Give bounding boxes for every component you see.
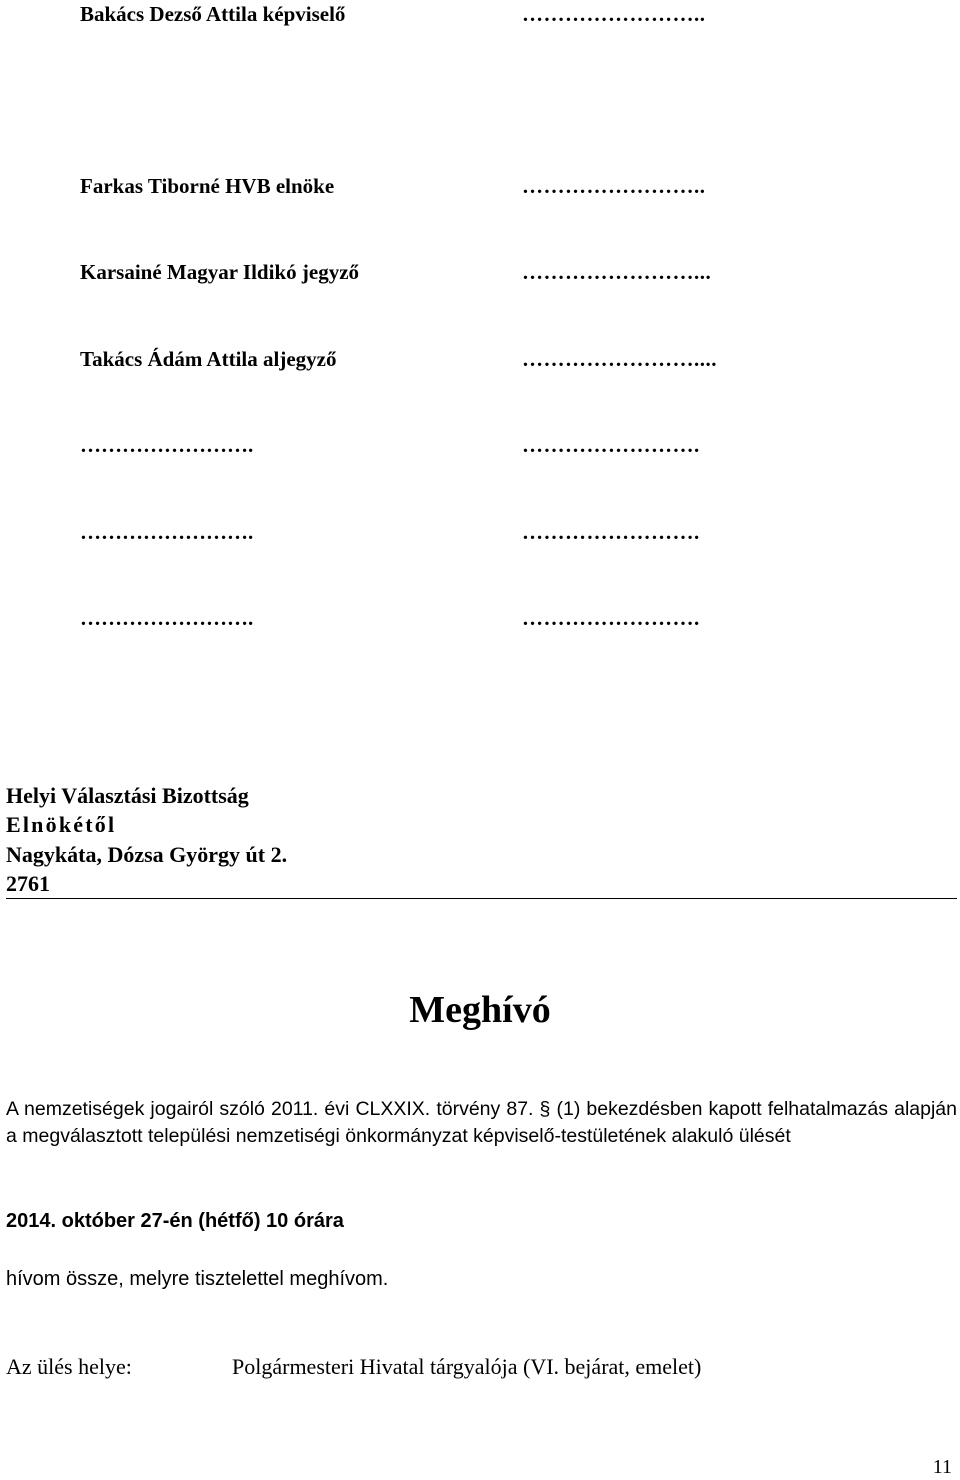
signatory-name: Farkas Tiborné HVB elnöke <box>80 174 335 198</box>
sender-org: Helyi Választási Bizottság <box>6 783 249 808</box>
sender-zip: 2761 <box>6 871 50 896</box>
blank-line-left: ……………………. <box>80 520 254 544</box>
blank-line-right: ……………………. <box>522 433 700 457</box>
sender-from: Elnökétől <box>6 812 117 837</box>
invitation-body: A nemzetiségek jogairól szóló 2011. évi CLXXIX. törvény 87. § (1) bekezdésben kapott felhatalmazás alapján a megválasztott települési nemzetiségi önkormányzat képviselő-testületének alakuló ülését <box>6 1098 957 1147</box>
signatory-name: Bakács Dezső Attila képviselő <box>80 2 346 26</box>
blank-line-right: ……………………. <box>522 606 700 630</box>
signature-line: …………………….. <box>522 174 706 198</box>
location-label: Az ülés helye: <box>6 1354 132 1379</box>
location-value: Polgármesteri Hivatal tárgyalója (VI. bejárat, emelet) <box>232 1354 702 1379</box>
signatory-name: Karsainé Magyar Ildikó jegyző <box>80 260 360 284</box>
signatory-name: Takács Ádám Attila aljegyző <box>80 347 337 371</box>
sender-address: Nagykáta, Dózsa György út 2. <box>6 842 288 867</box>
meeting-date: 2014. október 27-én (hétfő) 10 órára <box>6 1210 344 1232</box>
page-title: Meghívó <box>409 989 551 1031</box>
signature-line: …………………….... <box>522 347 717 371</box>
signature-line: ……………………... <box>522 260 712 284</box>
blank-line-left: ……………………. <box>80 606 254 630</box>
signature-line: …………………….. <box>522 2 706 26</box>
page-number: 11 <box>932 1456 952 1478</box>
closing-text: hívom össze, melyre tisztelettel meghívom. <box>6 1268 389 1290</box>
blank-line-left: ……………………. <box>80 433 254 457</box>
header-divider <box>6 898 957 899</box>
blank-line-right: ……………………. <box>522 520 700 544</box>
